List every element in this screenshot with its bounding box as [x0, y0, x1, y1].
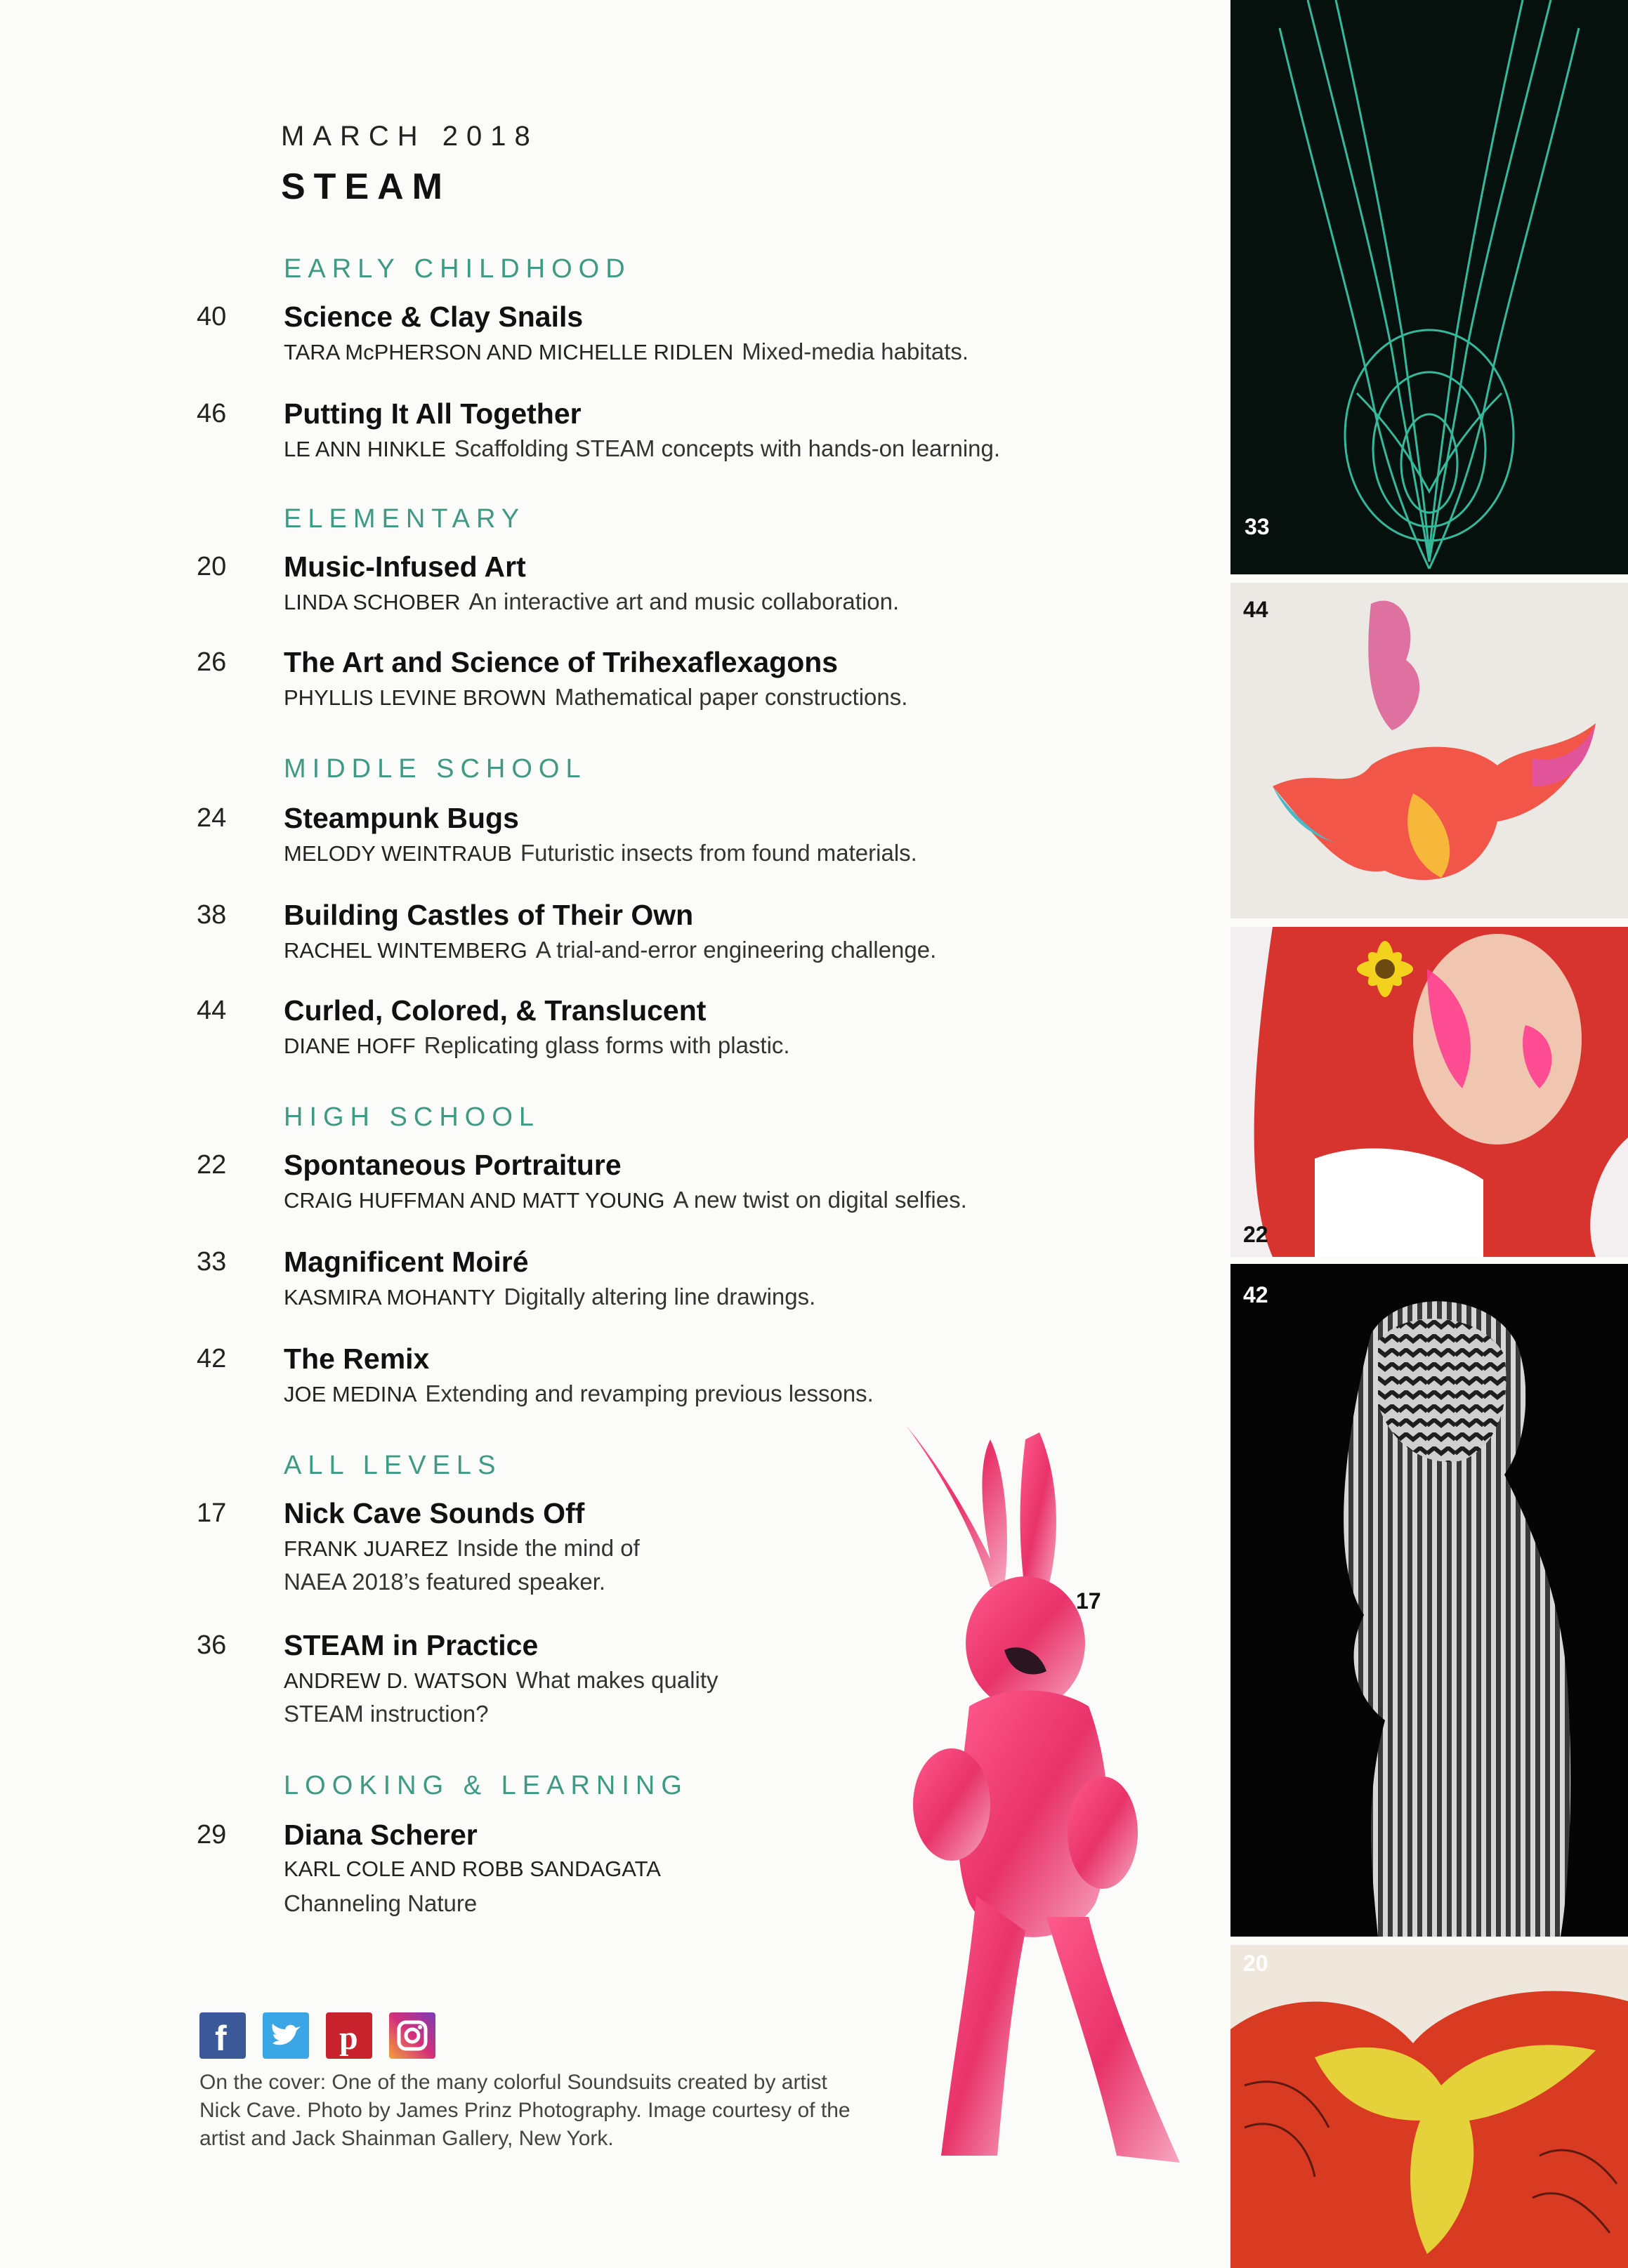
article-byline-line [284, 1284, 815, 1310]
article-byline: PHYLLIS LEVINE BROWN [284, 685, 546, 710]
section-heading-high-school: HIGH SCHOOL [284, 1102, 541, 1132]
article-title: The Remix [284, 1343, 430, 1375]
article-description: Digitally altering line drawings. [504, 1284, 816, 1310]
article-description: Extending and revamping previous lessons. [425, 1380, 874, 1406]
article-byline: RACHEL WINTEMBERG [284, 938, 527, 963]
toc-entry[interactable] [0, 1246, 1096, 1323]
pinterest-icon[interactable] [326, 2012, 372, 2059]
article-byline: KARL COLE AND ROBB SANDAGATA [284, 1857, 661, 1881]
article-description: What makes quality [516, 1667, 718, 1693]
article-byline-line [284, 1032, 790, 1059]
article-byline-line [284, 435, 1000, 462]
article-title: Music-Infused Art [284, 550, 526, 583]
article-byline: JOE MEDINA [284, 1382, 417, 1406]
article-byline: LINDA SCHOBER [284, 590, 461, 614]
article-byline: ANDREW D. WATSON [284, 1668, 508, 1693]
striped-hoodie-photo [1230, 1264, 1628, 1937]
article-title: Steampunk Bugs [284, 802, 519, 834]
article-title: Diana Scherer [284, 1819, 478, 1851]
article-description: Inside the mind of [457, 1535, 640, 1561]
article-description: A trial-and-error engineering challenge. [535, 937, 937, 963]
article-title: Magnificent Moiré [284, 1246, 529, 1278]
photo-page-label: 44 [1243, 597, 1268, 622]
article-byline-line [284, 588, 899, 615]
photo-page-label: 42 [1243, 1282, 1268, 1307]
article-byline: TARA McPHERSON AND MICHELLE RIDLEN [284, 340, 734, 364]
page-number: 44 [197, 996, 227, 1025]
article-byline-line [284, 1667, 718, 1694]
page-number: 20 [197, 552, 227, 581]
svg-text:p: p [339, 2019, 358, 2057]
facebook-icon[interactable] [199, 2012, 246, 2059]
article-byline-line [284, 338, 969, 365]
photo-page-label: 33 [1245, 514, 1270, 539]
instagram-icon[interactable] [389, 2012, 435, 2059]
issue-date: MARCH 2018 [281, 121, 539, 152]
article-byline-line [284, 840, 917, 866]
cover-note-line: artist and Jack Shainman Gallery, New York. [199, 2127, 614, 2150]
article-byline: KASMIRA MOHANTY [284, 1285, 496, 1310]
svg-text:f: f [215, 2019, 227, 2058]
cover-note-line: On the cover: One of the many colorful Soundsuits created by artist [199, 2071, 827, 2094]
twitter-icon[interactable] [263, 2012, 309, 2059]
cover-note-line: Nick Cave. Photo by James Prinz Photography. Image courtesy of the [199, 2099, 851, 2122]
section-heading-all-levels: ALL LEVELS [284, 1451, 502, 1480]
section-heading-early-childhood: EARLY CHILDHOOD [284, 254, 631, 284]
toc-entry[interactable] [0, 397, 1096, 475]
page-number: 33 [197, 1247, 227, 1277]
article-byline: MELODY WEINTRAUB [284, 841, 512, 866]
section-heading-looking-learning: LOOKING & LEARNING [284, 1771, 688, 1800]
soundsuit-figure-image [885, 1411, 1222, 2191]
cover-note [199, 2069, 888, 2153]
article-description: Replicating glass forms with plastic. [424, 1032, 790, 1058]
issue-theme: STEAM [281, 166, 451, 207]
section-heading-elementary: ELEMENTARY [284, 504, 526, 534]
article-description: Scaffolding STEAM concepts with hands-on learning. [454, 435, 1001, 461]
article-title: STEAM in Practice [284, 1629, 539, 1661]
toc-entry[interactable] [0, 550, 1096, 628]
article-description-line2: STEAM instruction? [284, 1701, 489, 1727]
article-title: Nick Cave Sounds Off [284, 1497, 585, 1529]
toc-entry[interactable] [0, 994, 1096, 1072]
article-description: Mathematical paper constructions. [554, 684, 908, 710]
article-description-line2: Channeling Nature [284, 1890, 478, 1916]
toc-entry[interactable] [0, 1149, 1096, 1226]
page-number: 24 [197, 803, 227, 833]
toc-entry[interactable] [0, 802, 1096, 879]
article-byline-line [284, 937, 936, 963]
article-byline-line [284, 1535, 640, 1562]
page-number: 17 [197, 1498, 227, 1528]
article-title: Putting It All Together [284, 397, 582, 430]
toc-entry[interactable] [0, 301, 1096, 378]
page-number: 22 [197, 1150, 227, 1180]
article-title: Science & Clay Snails [284, 301, 584, 333]
page-number: 46 [197, 399, 227, 428]
section-heading-middle-school: MIDDLE SCHOOL [284, 754, 587, 784]
article-title: Curled, Colored, & Translucent [284, 994, 707, 1027]
moire-rabbit-photo [1230, 0, 1628, 574]
article-description: A new twist on digital selfies. [673, 1187, 967, 1213]
page-number: 42 [197, 1344, 227, 1373]
article-description-line2: NAEA 2018’s featured speaker. [284, 1569, 606, 1595]
article-byline-line [284, 1380, 874, 1407]
article-byline-line [284, 684, 907, 711]
toc-entry[interactable] [0, 646, 1096, 723]
article-description: An interactive art and music collaboration. [468, 588, 900, 614]
painted-portrait-photo [1230, 927, 1628, 1257]
photo-page-label: 20 [1243, 1951, 1268, 1976]
toc-entry[interactable] [0, 899, 1096, 976]
page-number: 40 [197, 302, 227, 331]
article-byline: LE ANN HINKLE [284, 437, 446, 461]
page-number: 26 [197, 647, 227, 677]
article-byline-line [284, 1187, 967, 1213]
article-byline: DIANE HOFF [284, 1034, 416, 1058]
glass-sculpture-photo [1230, 583, 1628, 918]
page-number: 29 [197, 1820, 227, 1850]
photo-page-label: 22 [1243, 1222, 1268, 1247]
article-description: Mixed-media habitats. [742, 338, 969, 364]
article-byline: FRANK JUAREZ [284, 1536, 449, 1561]
page-number: 38 [197, 900, 227, 930]
page-number: 36 [197, 1630, 227, 1660]
figure-page-label: 17 [1076, 1588, 1101, 1614]
toc-entry[interactable] [0, 1343, 1096, 1420]
article-title: Building Castles of Their Own [284, 899, 694, 931]
article-title: The Art and Science of Trihexaflexagons [284, 646, 839, 678]
article-title: Spontaneous Portraiture [284, 1149, 622, 1181]
bird-drawing-photo [1230, 1945, 1628, 2268]
article-byline: CRAIG HUFFMAN AND MATT YOUNG [284, 1188, 665, 1213]
article-description: Futuristic insects from found materials. [520, 840, 917, 866]
